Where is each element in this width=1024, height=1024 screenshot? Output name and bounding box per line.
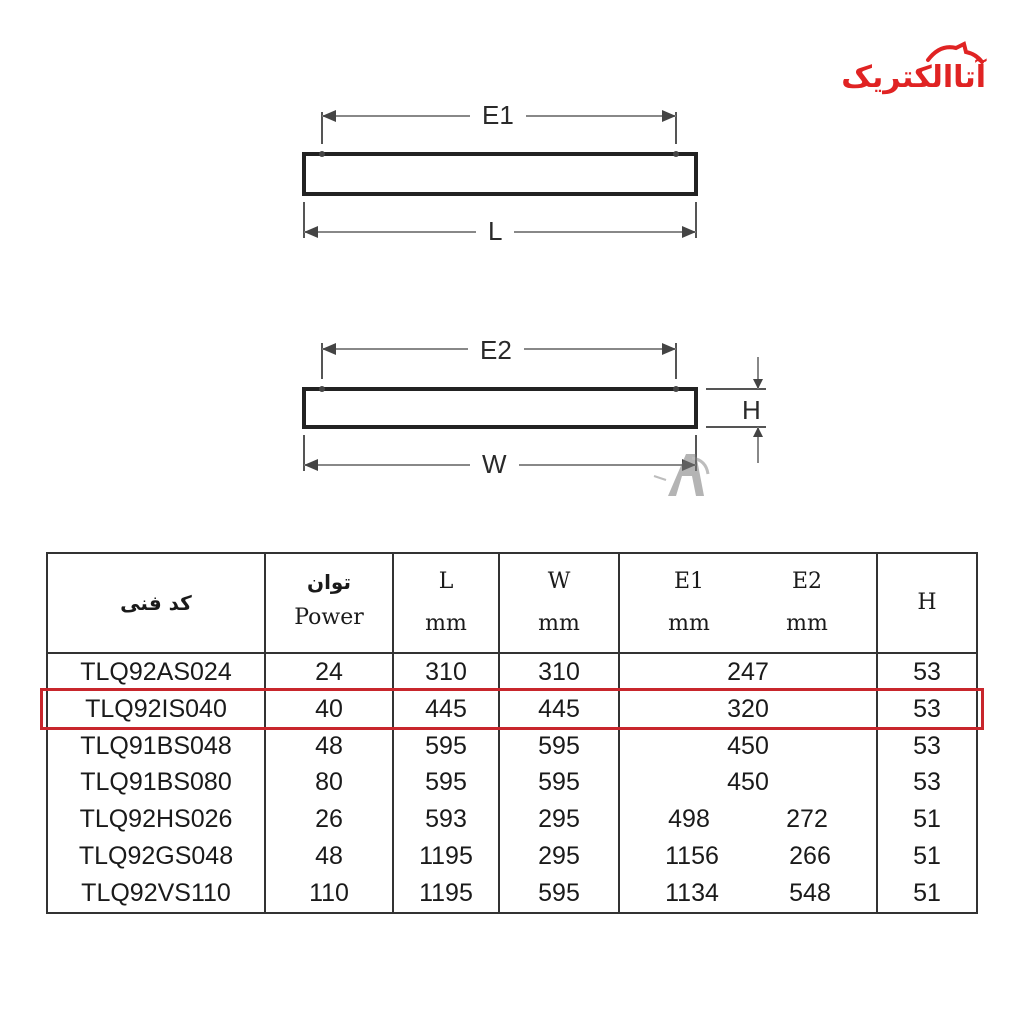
cell-code: TLQ92GS048 [47,838,265,875]
cell-w: 310 [499,653,619,691]
header-power-fa: توان [307,570,351,594]
cell-e-pair [619,875,877,913]
cell-e2: 548 [789,879,831,908]
cell-h: 53 [877,691,977,728]
cell-e2: 266 [789,842,831,871]
cell-e-pair [619,801,877,838]
cell-l: 445 [393,691,499,728]
table-row-highlighted [47,691,977,728]
cell-e-pair-values [620,805,876,834]
cell-e-pair [619,838,877,875]
table-row [47,801,977,838]
table-row [47,653,977,691]
top-view-drawing [290,100,790,250]
header-l-unit: mm [425,611,467,636]
table-row [47,765,977,802]
side-view-drawing [290,335,790,485]
cell-power: 110 [265,875,393,913]
cell-w: 445 [499,691,619,728]
cell-e: 247 [619,653,877,691]
dim-label-e2: E2 [468,335,524,365]
header-e1-e2 [619,553,877,653]
cell-e2: 272 [786,805,828,834]
table-row [47,838,977,875]
cell-l: 1195 [393,838,499,875]
header-power [265,553,393,653]
cell-power: 26 [265,801,393,838]
cell-l: 310 [393,653,499,691]
cell-h: 51 [877,838,977,875]
header-l-label: L [438,569,454,594]
cell-e: 450 [619,728,877,765]
header-w-unit: mm [538,611,580,636]
header-w [499,553,619,653]
cell-e1: 1134 [665,879,719,908]
header-h [877,553,977,653]
cell-power: 24 [265,653,393,691]
cell-w: 595 [499,728,619,765]
logo-text: آتاالکتریک [841,60,986,95]
header-e-labels [620,561,876,603]
cell-power: 48 [265,728,393,765]
table-row [47,875,977,913]
cell-code: TLQ91BS080 [47,765,265,802]
cell-code: TLQ92HS026 [47,801,265,838]
header-e-units [620,603,876,645]
cell-power: 80 [265,765,393,802]
cell-h: 51 [877,875,977,913]
cell-h: 53 [877,765,977,802]
header-code-label: کد فنی [120,590,192,615]
cell-e1: 498 [668,805,710,834]
cell-code: TLQ92VS110 [47,875,265,913]
cell-e: 450 [619,765,877,802]
dim-label-e1: E1 [470,100,526,130]
header-e1-label: E1 [673,569,705,594]
cell-l: 595 [393,728,499,765]
cell-l: 593 [393,801,499,838]
cell-h: 51 [877,801,977,838]
top-view-diagram [290,100,790,250]
cell-h: 53 [877,728,977,765]
cell-power: 48 [265,838,393,875]
cell-w: 595 [499,765,619,802]
header-h-label: H [917,590,937,615]
header-e1-unit: mm [668,611,710,636]
brand-logo [836,40,986,102]
header-code [47,553,265,653]
dim-label-h: H [738,395,765,425]
cell-l: 1195 [393,875,499,913]
side-view-diagram [290,335,790,485]
cell-code: TLQ92IS040 [47,691,265,728]
spec-table [46,552,978,914]
header-e2-label: E2 [791,569,823,594]
header-w-label: W [547,569,571,594]
cell-w: 595 [499,875,619,913]
cell-code: TLQ91BS048 [47,728,265,765]
cell-e1: 1156 [665,842,719,871]
cell-l: 595 [393,765,499,802]
cell-e-pair-values [620,879,876,908]
dim-label-l: L [476,216,514,246]
cell-power: 40 [265,691,393,728]
cell-code: TLQ92AS024 [47,653,265,691]
a-letter-logo-icon [652,446,712,502]
cell-w: 295 [499,801,619,838]
header-l [393,553,499,653]
table-header-row [47,553,977,653]
dim-label-w: W [470,449,519,479]
cell-e-pair-values [620,842,876,871]
table-row [47,728,977,765]
header-power-en: Power [294,605,364,630]
cell-w: 295 [499,838,619,875]
cell-h: 53 [877,653,977,691]
header-e2-unit: mm [786,611,828,636]
cell-e: 320 [619,691,877,728]
